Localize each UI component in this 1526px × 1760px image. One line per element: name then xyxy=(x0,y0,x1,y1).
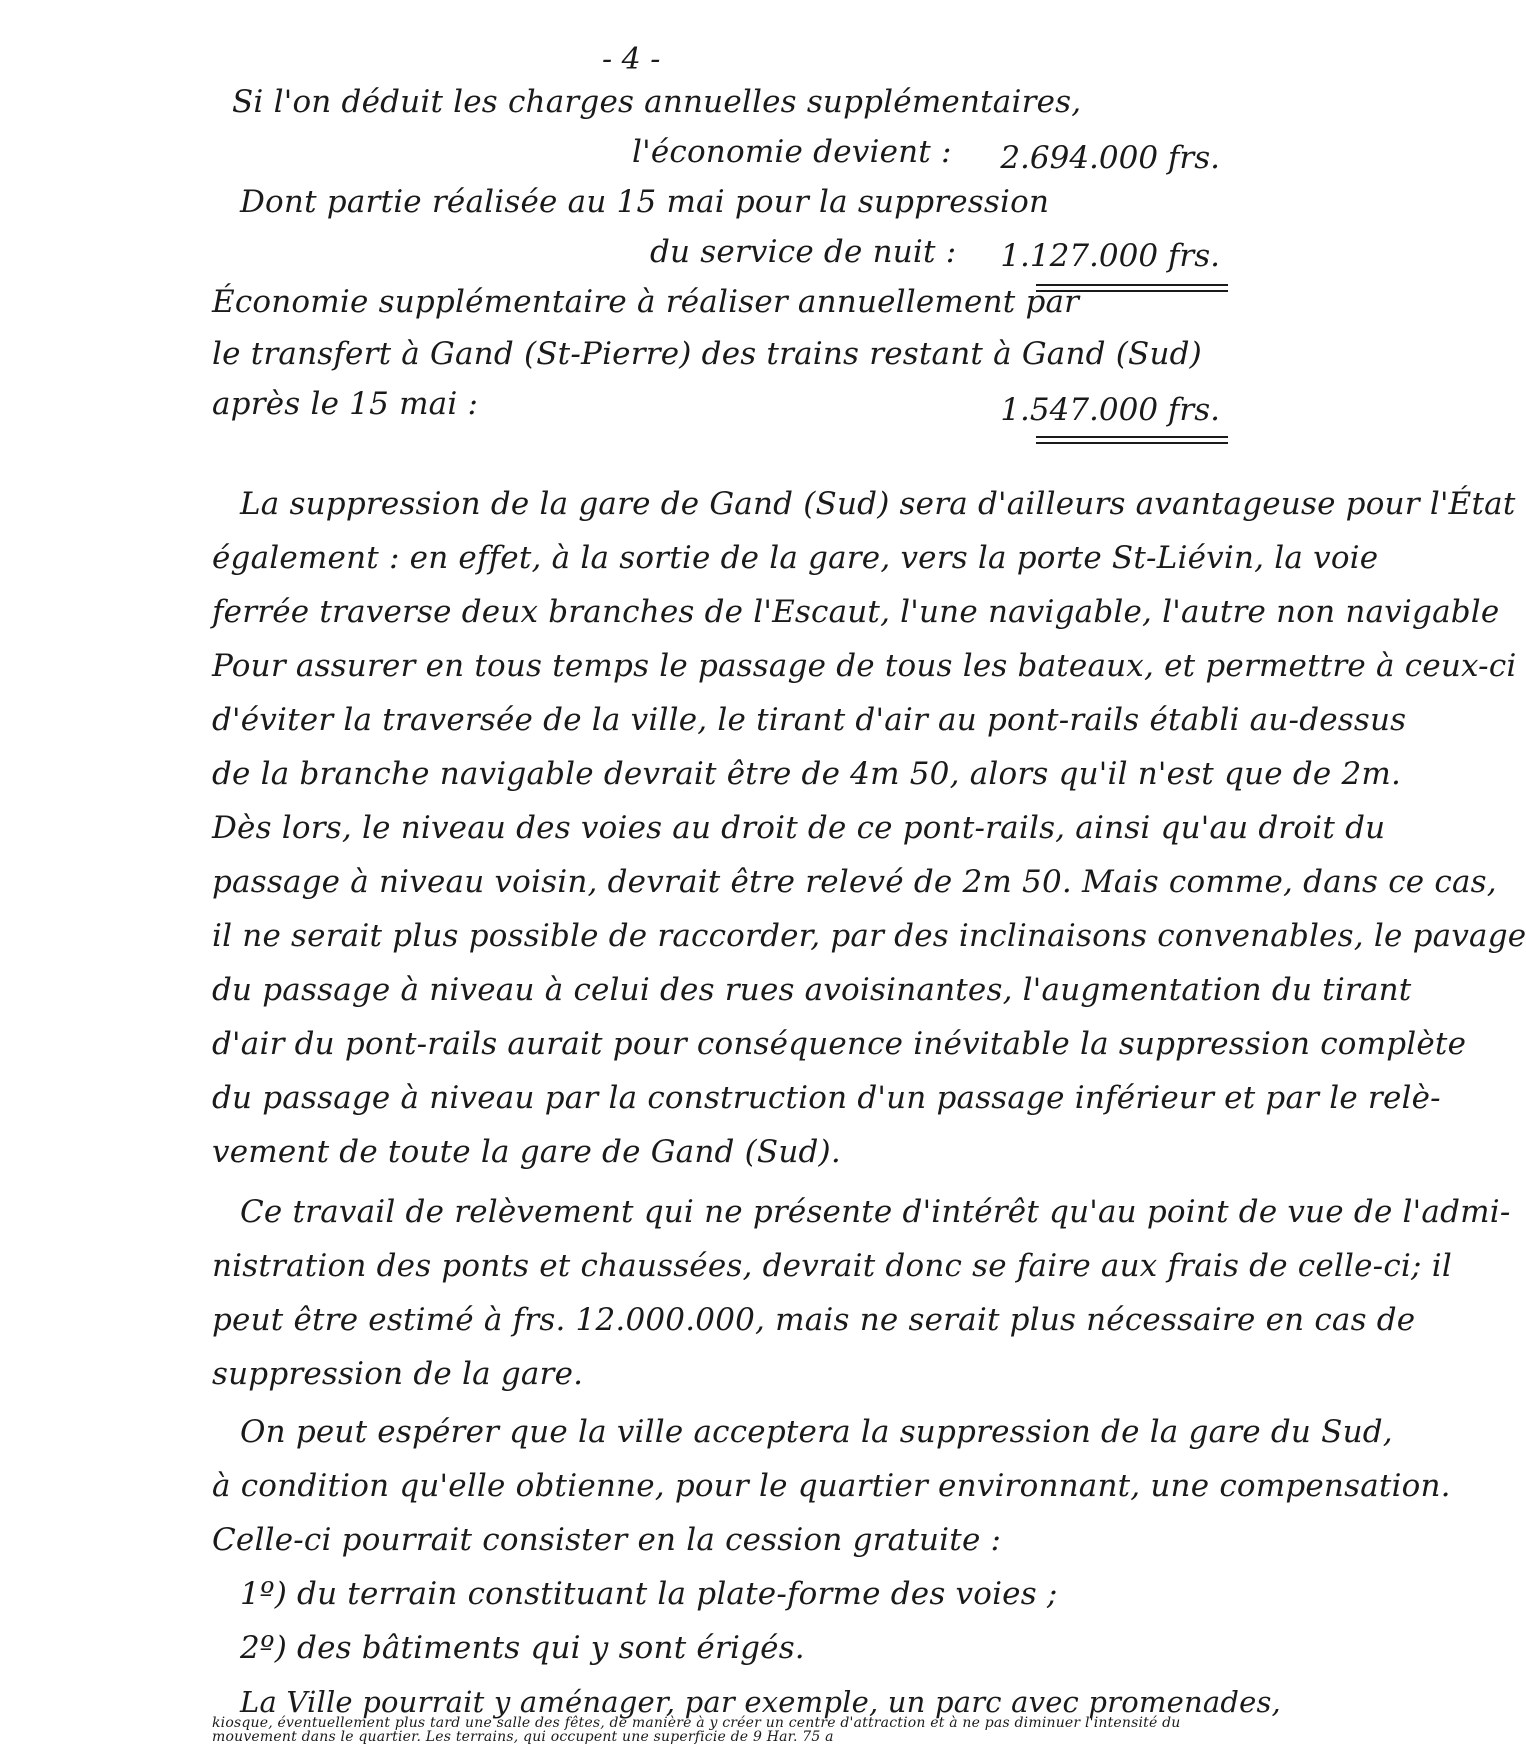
body-line: peut être estimé à frs. 12.000.000, mais ne serait plus nécessaire en cas de xyxy=(212,1302,1416,1338)
list-item: 1º) du terrain constituant la plate-forme des voies ; xyxy=(240,1576,1058,1612)
intro-line: du service de nuit : xyxy=(650,234,957,270)
body-line: La suppression de la gare de Gand (Sud) sera d'ailleurs avantageuse pour l'État xyxy=(240,486,1516,522)
body-line: il ne serait plus possible de raccorder, par des inclinaisons convenables, le pavage xyxy=(212,918,1526,954)
body-line: La Ville pourrait y aménager, par exemple, un parc avec promenades, xyxy=(240,1685,1281,1719)
body-line: à condition qu'elle obtienne, pour le quartier environnant, une compensation. xyxy=(212,1468,1451,1504)
body-line: vement de toute la gare de Gand (Sud). xyxy=(212,1134,841,1170)
body-line: On peut espérer que la ville acceptera la suppression de la gare du Sud, xyxy=(240,1414,1393,1450)
intro-line: le transfert à Gand (St-Pierre) des trains restant à Gand (Sud) xyxy=(212,336,1202,372)
body-line: Ce travail de relèvement qui ne présente d'intérêt qu'au point de vue de l'admi- xyxy=(240,1194,1511,1230)
body-line: du passage à niveau à celui des rues avoisinantes, l'augmentation du tirant xyxy=(212,972,1412,1008)
sum-rule xyxy=(1036,436,1228,438)
body-line: également : en effet, à la sortie de la gare, vers la porte St-Liévin, la voie xyxy=(212,540,1379,576)
intro-line: l'économie devient : xyxy=(632,134,952,170)
body-tail xyxy=(212,1716,1222,1744)
body-line: passage à niveau voisin, devrait être relevé de 2m 50. Mais comme, dans ce cas, xyxy=(212,864,1497,900)
intro-line: Économie supplémentaire à réaliser annuellement par xyxy=(212,284,1080,320)
body-line: Celle-ci pourrait consister en la cession gratuite : xyxy=(212,1522,1002,1558)
intro-line: après le 15 mai : xyxy=(212,386,479,422)
amount-supplementaire: 1.547.000 frs. xyxy=(1000,392,1220,428)
body-line: d'air du pont-rails aurait pour conséquence inévitable la suppression complète xyxy=(212,1026,1467,1062)
body-line: suppression de la gare. xyxy=(212,1356,584,1392)
intro-line: Si l'on déduit les charges annuelles supplémentaires, xyxy=(232,84,1082,120)
amount-realisee: 1.127.000 frs. xyxy=(1000,238,1220,274)
body-line: kiosque, éventuellement plus tard une salle des fêtes, de manière à y créer xyxy=(212,1715,766,1731)
body-line: nistration des ponts et chaussées, devrait donc se faire aux frais de celle-ci; il xyxy=(212,1248,1452,1284)
amount-economie: 2.694.000 frs. xyxy=(1000,140,1220,176)
intro-line: Dont partie réalisée au 15 mai pour la suppression xyxy=(240,184,1050,220)
body-line: Dès lors, le niveau des voies au droit de ce pont-rails, ainsi qu'au droit du xyxy=(212,810,1386,846)
body-line: du passage à niveau par la construction d'un passage inférieur et par le relè- xyxy=(212,1080,1441,1116)
page-number: - 4 - xyxy=(602,42,661,77)
body-line: de la branche navigable devrait être de 4m 50, alors qu'il n'est que de 2m. xyxy=(212,756,1402,792)
body-line: dans le quartier. Les terrains, qui occupent une superficie de 9 Har. 75 a xyxy=(301,1729,834,1745)
list-item: 2º) des bâtiments qui y sont érigés. xyxy=(240,1630,805,1666)
sum-rule-double xyxy=(1036,442,1228,444)
body-line: Pour assurer en tous temps le passage de tous les bateaux, et permettre à ceux-ci xyxy=(212,648,1517,684)
body-line: un centre d'attraction et à ne pas diminuer l'intensité du mouvement xyxy=(212,1715,1181,1745)
body-line: d'éviter la traversée de la ville, le tirant d'air au pont-rails établi au-dessus xyxy=(212,702,1407,738)
body-line: ferrée traverse deux branches de l'Escaut, l'une navigable, l'autre non navigable xyxy=(212,594,1500,630)
